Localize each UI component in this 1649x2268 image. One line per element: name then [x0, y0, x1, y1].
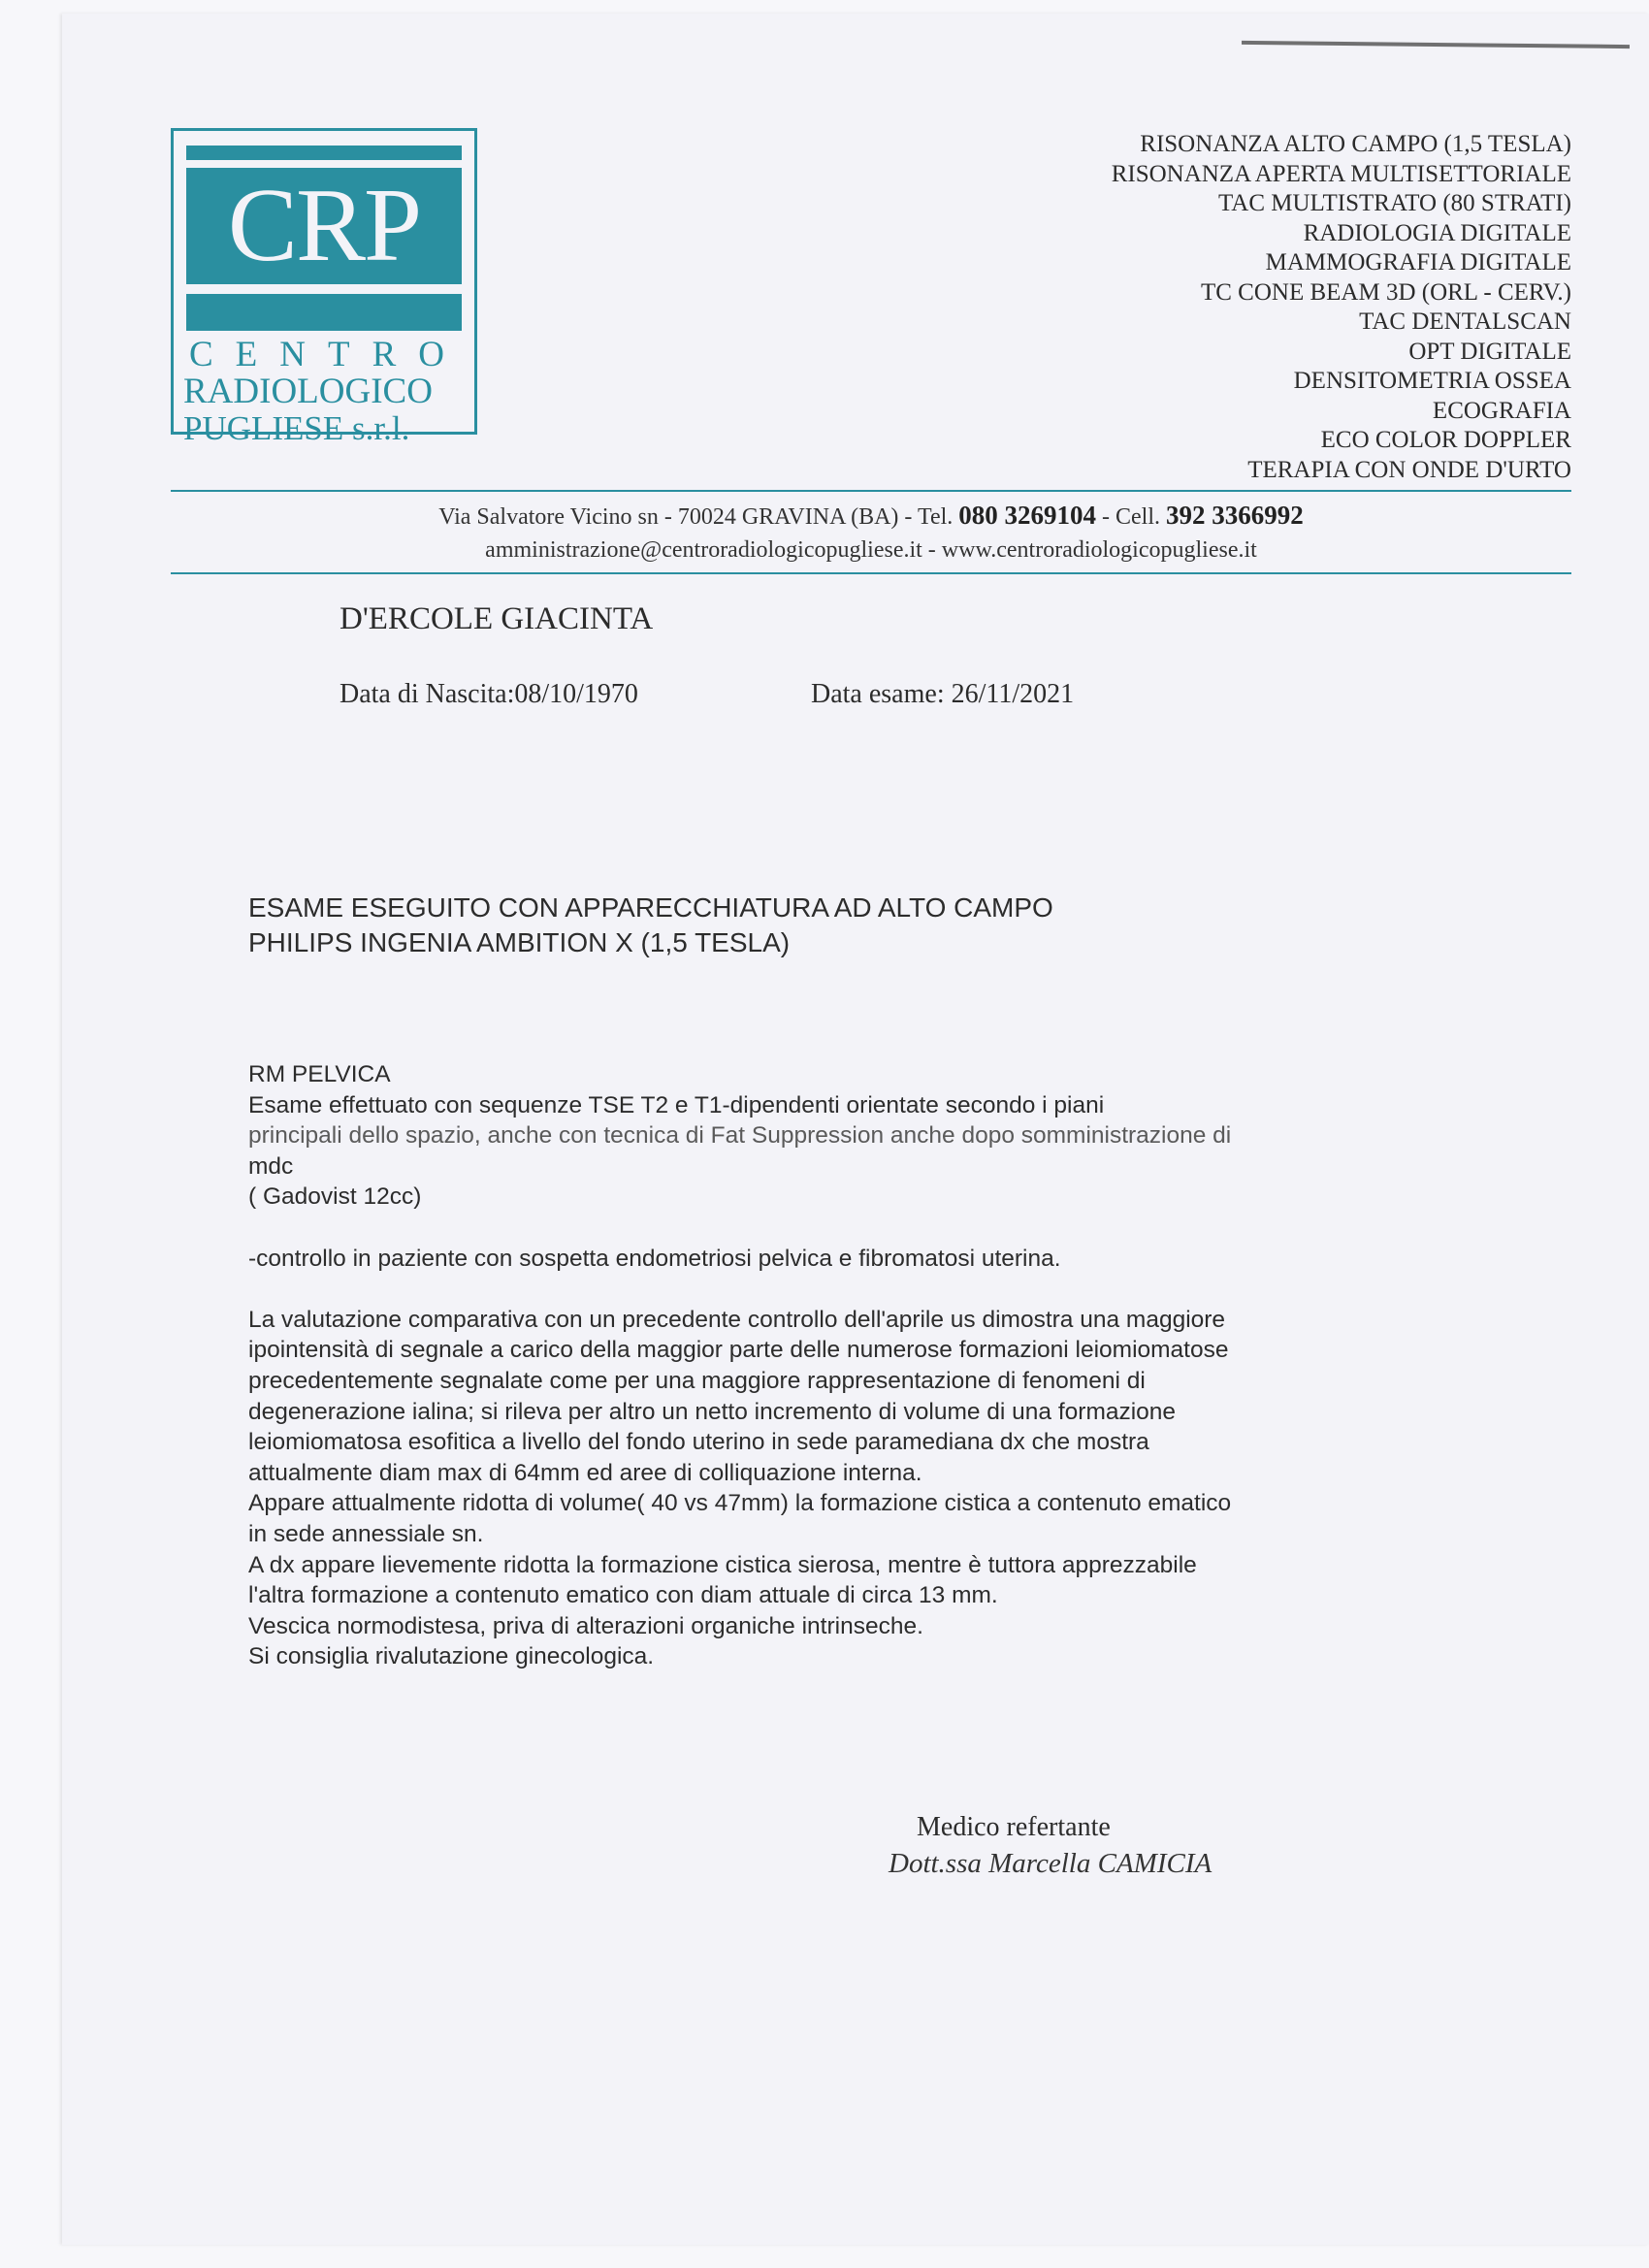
- patient-name: D'ERCOLE GIACINTA: [340, 601, 654, 636]
- service-item: TAC MULTISTRATO (80 STRATI): [1218, 190, 1571, 216]
- contact-phone-line: [171, 497, 1571, 535]
- contact-email-web: amministrazione@centroradiologicopugliese.it - www.centroradiologicopugliese.it: [485, 537, 1257, 563]
- service-item: TERAPIA CON ONDE D'URTO: [1247, 456, 1571, 483]
- service-item: TC CONE BEAM 3D (ORL - CERV.): [1200, 278, 1571, 306]
- finding-line: Si consiglia rivalutazione ginecologica.: [248, 1643, 655, 1670]
- signer-name: Dott.ssa Marcella CAMICIA: [889, 1848, 1212, 1879]
- service-item: TAC DENTALSCAN: [1359, 308, 1571, 335]
- finding-line: Appare attualmente ridotta di volume( 40 vs 47mm) la formazione cistica a contenuto ematico: [248, 1490, 1232, 1517]
- logo-bar-top: [186, 146, 462, 160]
- finding-line: attualmente diam max di 64mm ed aree di colliquazione interna.: [248, 1459, 922, 1486]
- equipment-line-2: PHILIPS INGENIA AMBITION X (1,5 TESLA): [248, 927, 791, 957]
- finding-line: leiomiomatosa esofitica a livello del fondo uterino in sede paramediana dx che mostra: [248, 1429, 1149, 1456]
- service-item: MAMMOGRAFIA DIGITALE: [1265, 249, 1571, 275]
- indication: -controllo in paziente con sospetta endometriosi pelvica e fibromatosi uterina.: [248, 1245, 1061, 1272]
- finding-line: l'altra formazione a contenuto ematico con diam attuale di circa 13 mm.: [248, 1582, 998, 1609]
- logo-initials: CRP: [186, 168, 462, 284]
- equipment-header: [248, 891, 1053, 960]
- service-item: ECOGRAFIA: [1432, 397, 1571, 424]
- finding-line: precedentemente segnalate come per una maggiore rappresentazione di fenomeni di: [248, 1367, 1146, 1394]
- service-item: DENSITOMETRIA OSSEA: [1293, 368, 1571, 394]
- contact-cell: 392 3366992: [1166, 501, 1304, 530]
- services-list: [892, 130, 1571, 485]
- service-item: RISONANZA APERTA MULTISETTORIALE: [1111, 160, 1571, 187]
- contact-cell-label: - Cell.: [1102, 504, 1161, 530]
- logo-line-centro: CENTRO: [189, 335, 467, 374]
- logo-line-radiologico: RADIOLOGICO: [183, 372, 433, 411]
- finding-line: ipointensità di segnale a carico della maggior parte delle numerose formazioni leiomiomatose: [248, 1337, 1229, 1364]
- divider-top: [171, 490, 1571, 492]
- method-line: Esame effettuato con sequenze TSE T2 e T1-dipendenti orientate secondo i piani: [248, 1091, 1105, 1118]
- patient-dob: Data di Nascita:08/10/1970: [340, 679, 638, 709]
- logo-line-pugliese: PUGLIESE s.r.l.: [183, 409, 410, 447]
- signer-role: Medico refertante: [917, 1812, 1111, 1842]
- crp-logo: [171, 128, 477, 447]
- finding-line: A dx appare lievemente ridotta la formazione cistica sierosa, mentre è tuttora apprezzabile: [248, 1551, 1197, 1578]
- report-title: RM PELVICA: [248, 1061, 391, 1087]
- contact-address: Via Salvatore Vicino sn - 70024 GRAVINA (BA) - Tel.: [438, 504, 954, 530]
- service-item: RISONANZA ALTO CAMPO (1,5 TESLA): [1140, 131, 1571, 157]
- divider-bottom: [171, 572, 1571, 574]
- method-line: principali dello spazio, anche con tecnica di Fat Suppression anche dopo somministrazione di: [248, 1122, 1232, 1150]
- finding-line: Vescica normodistesa, priva di alterazioni organiche intrinseche.: [248, 1612, 923, 1639]
- service-item: OPT DIGITALE: [1408, 338, 1571, 365]
- finding-line: in sede annessiale sn.: [248, 1520, 484, 1547]
- equipment-line-1: ESAME ESEGUITO CON APPARECCHIATURA AD ALTO CAMPO: [248, 892, 1053, 923]
- finding-line: degenerazione ialina; si rileva per altro un netto incremento di volume di una formazione: [248, 1398, 1177, 1425]
- contact-tel: 080 3269104: [958, 501, 1097, 530]
- report-body: [248, 1059, 1509, 1672]
- exam-date: Data esame: 26/11/2021: [811, 679, 1075, 709]
- finding-line: La valutazione comparativa con un precedente controllo dell'aprile us dimostra una maggiore: [248, 1306, 1226, 1333]
- logo-bar-bottom: [186, 294, 462, 331]
- service-item: ECO COLOR DOPPLER: [1320, 427, 1571, 453]
- service-item: RADIOLOGIA DIGITALE: [1303, 219, 1571, 246]
- method-line: ( Gadovist 12cc): [248, 1183, 422, 1211]
- method-line: mdc: [248, 1152, 294, 1180]
